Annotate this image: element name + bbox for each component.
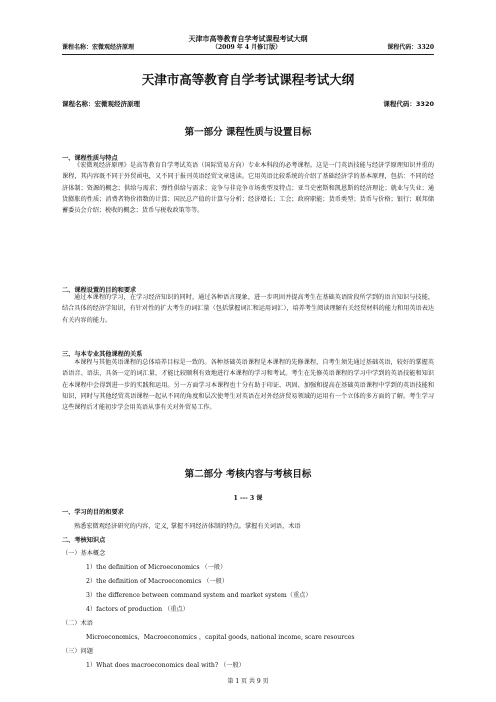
header-divider — [62, 54, 434, 55]
course-code: 课程代码：3320 — [383, 100, 434, 108]
list-item: 1）the definition of Microeconomics （一般） — [86, 564, 227, 571]
question-item: 1）What does macroeconomics deal with? （一般） — [86, 662, 245, 669]
subsection-terms: （二）术语 — [62, 620, 93, 627]
subsection-basic-concepts: （一）基本概念 — [62, 550, 106, 557]
list-item: 2）the definition of Macroeconomics （一般） — [86, 578, 229, 585]
part1-sec2-text: 通过本课程的学习，在学习经济知识的同时，通过各种语言现象，进一步巩固并提高考生在基础英语阶段所学到的语言知识与技能，结合具体的经济学知识，有针对性的扩大考生的词汇量（包括掌握词汇和运用词汇），培养考生阅读理解有关经贸材料的能力和用英语表达有关内容的能力。 — [62, 294, 434, 324]
subsection-questions: （三）问题 — [62, 648, 93, 655]
lesson-range: 1 --- 3 课 — [233, 495, 263, 502]
header-block — [62, 35, 434, 52]
part2-sec1-text: 熟悉宏微观经济研究的内容，定义, 掌握不同经济体制的特点。掌握有关词语，术语 — [74, 523, 301, 530]
document-title: 天津市高等教育自学考试课程考试大纲 — [141, 72, 355, 87]
part1-sec1-text: 《宏微观经济原理》是高等教育自学考试英语（国际贸易方向）专业本科段的必考课程。这是一门英语技能与经济学原理知识并重的课程，其内容既不同于外贸函电，又不同于报刊英语经贸文章选读。它用英语比较系统的介绍了基础经济学的基本原理，包括：不同的经济体制；资源的概念；供给与需求；弹性供给与需求；竞争与非竞争市场类型及特点；亚当史密斯和凯恩斯的经济理论；就业与失业；通货膨胀的性质；消费者物价指数的计算；国民总产值的计算与分析；经济增长；工会；政府职能；货币类型；货币与价格；银行；联邦储蓄委员会介绍；税收的概念；货币与税收政策等等。 — [62, 162, 434, 215]
part1-sec1-title: 一、课程性质与特点 — [62, 155, 118, 162]
header-info-row — [62, 43, 434, 52]
list-item: 4）factors of production （重点） — [86, 606, 189, 613]
header-edition: （2009 年 4 月修订版） — [212, 44, 282, 51]
page-footer: 第 1 页 共 9 页 — [227, 678, 269, 685]
terms-list: Microeconomics，Macroeconomics ，capital goods, national income, scare resources — [86, 634, 355, 641]
list-item: 3）the difference between command system and market system（重点） — [86, 592, 312, 599]
header-course-code: 课程代码：3320 — [387, 44, 434, 51]
part1-title: 第一部分 课程性质与设置目标 — [184, 127, 312, 138]
header-course-name: 课程名称：宏微观经济原理 — [62, 44, 135, 51]
header-title: 天津市高等教育自学考试课程考试大纲 — [188, 34, 308, 43]
course-name: 课程名称：宏微观经济原理 — [62, 100, 140, 108]
part2-title: 第二部分 考核内容与考核目标 — [184, 469, 312, 480]
part2-sec2-title: 二、考核知识点 — [62, 537, 106, 544]
part1-sec3-title: 三、与本专业其他课程的关系 — [62, 351, 143, 358]
part2-sec1-title: 一、学习的目的和要求 — [62, 509, 124, 516]
part1-sec2-title: 二、课程设置的目的和要求 — [62, 287, 137, 294]
course-info-row — [62, 99, 434, 109]
part1-sec3-text: 本课程与其他英语课程的总体培养目标是一致的。各种基础英语课程是本课程的先修课程，自考生须先通过基础英语，较好的掌握英语语音、语法，具备一定的词汇量，才能比较顺利有效地进行本课程的学习和考试。考生在先修英语课程的学习中学到的英语技能和知识在本课程中会得到进一步的实践和运用。另一方面学习本课程也十分有助于印证、巩固、加强和提高在基础英语课程中学到的英语技能和知识，同时与其他经贸英语课程一起从不同的角度和层次使考生对英语在对外经济贸易领域的运用有一个立体的多方面的了解。考生学习这些课程后才能初步学会用英语从事有关对外贸易工作。 — [62, 359, 434, 412]
